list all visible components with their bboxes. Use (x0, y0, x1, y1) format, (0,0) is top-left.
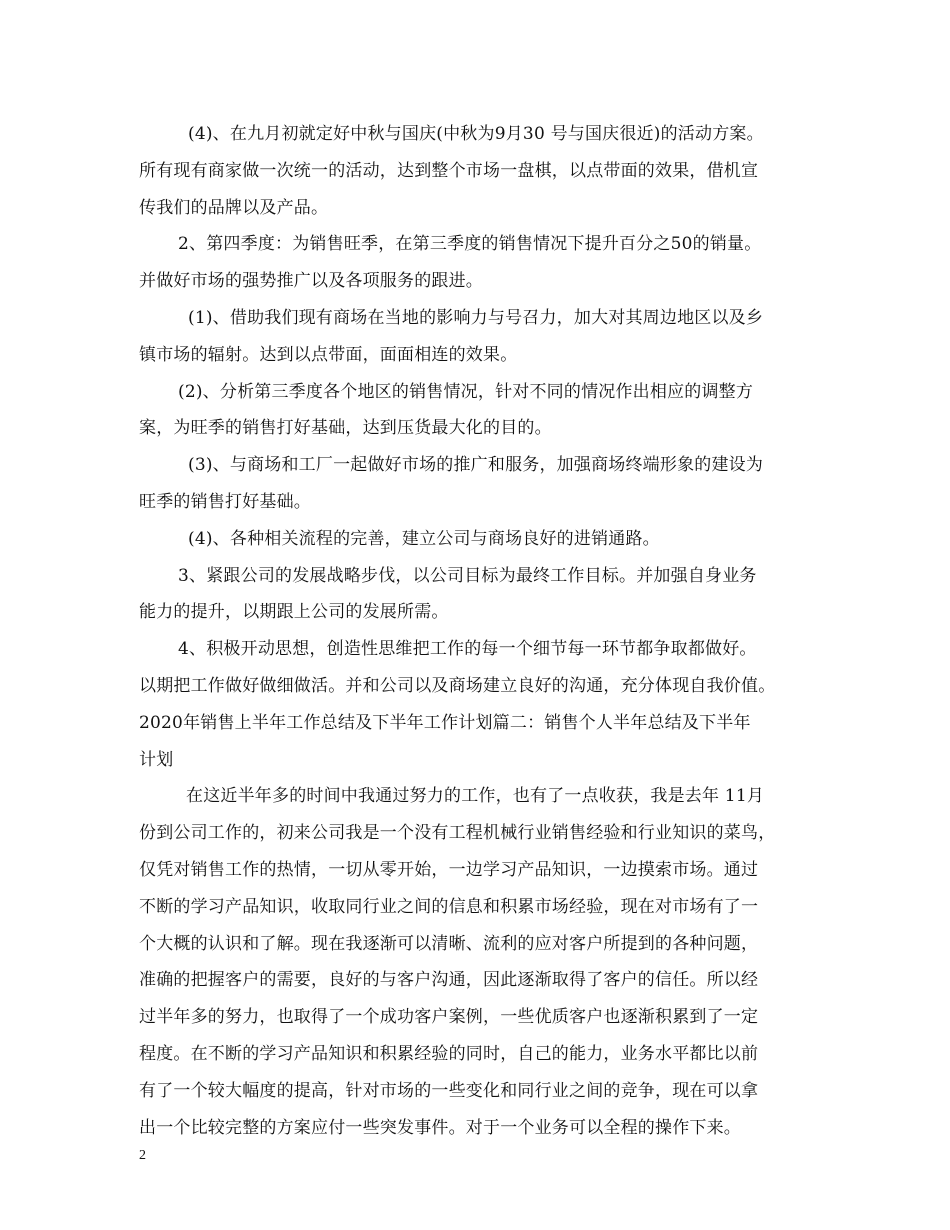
text-line: 案，为旺季的销售打好基础，达到压货最大化的目的。 (139, 418, 552, 439)
text-line: 2、第四季度：为销售旺季，在第三季度的销售情况下提升百分之50的销量。 (178, 234, 762, 255)
text-line: 出一个比较完整的方案应付一些突发事件。对于一个业务可以全程的操作下来。 (139, 1117, 741, 1138)
text-line: 过半年多的努力，也取得了一个成功客户案例，一些优质客户也逐渐积累到了一定 (139, 1007, 759, 1028)
text-line: (1)、借助我们现有商场在当地的影响力与号召力，加大对其周边地区以及乡 (188, 307, 764, 328)
text-line: 不断的学习产品知识，收取同行业之间的信息和积累市场经验，现在对市场有了一 (139, 896, 759, 917)
text-line: 仅凭对销售工作的热情，一切从零开始，一边学习产品知识，一边摸索市场。通过 (139, 859, 759, 880)
text-line: 所有现有商家做一次统一的活动，达到整个市场一盘棋，以点带面的效果，借机宣 (139, 160, 759, 181)
text-line: 准确的把握客户的需要，良好的与客户沟通，因此逐渐取得了客户的信任。所以经 (139, 970, 759, 991)
text-line: (3)、与商场和工厂一起做好市场的推广和服务，加强商场终端形象的建设为 (188, 455, 764, 476)
text-line: 个大概的认识和了解。现在我逐渐可以清晰、流利的应对客户所提到的各种问题， (139, 933, 759, 954)
body-text (139, 116, 819, 1146)
text-line: 并做好市场的强势推广以及各项服务的跟进。 (139, 271, 483, 292)
text-line: 4、积极开动思想，创造性思维把工作的每一个细节每一环节都争取都做好。 (178, 639, 757, 660)
text-line: (4)、各种相关流程的完善，建立公司与商场良好的进销通路。 (188, 528, 660, 549)
text-line: (4)、在九月初就定好中秋与国庆(中秋为9月30 号与国庆很近)的活动方案。 (188, 124, 764, 144)
text-line: 在这近半年多的时间中我通过努力的工作，也有了一点收获，我是去年 11月 (186, 786, 765, 807)
page-number: 2 (139, 1148, 146, 1163)
text-line: 能力的提升，以期跟上公司的发展所需。 (139, 602, 449, 623)
text-line: 旺季的销售打好基础。 (139, 491, 311, 512)
text-line: 有了一个较大幅度的提高，针对市场的一些变化和同行业之间的竞争，现在可以拿 (139, 1080, 759, 1101)
section-heading: 2020年销售上半年工作总结及下半年工作计划篇二：销售个人半年总结及下半年 (139, 712, 751, 733)
text-line: (2)、分析第三季度各个地区的销售情况，针对不同的情况作出相应的调整方 (178, 381, 754, 402)
section-heading: 计划 (139, 749, 174, 770)
text-line: 程度。在不断的学习产品知识和积累经验的同时，自己的能力，业务水平都比以前 (139, 1043, 759, 1064)
text-line: 份到公司工作的，初来公司我是一个没有工程机械行业销售经验和行业知识的菜鸟， (139, 823, 776, 844)
text-line: 镇市场的辐射。达到以点带面，面面相连的效果。 (139, 344, 518, 365)
text-line: 3、紧跟公司的发展战略步伐，以公司目标为最终工作目标。并加强自身业务 (178, 565, 757, 586)
text-line: 传我们的品牌以及产品。 (139, 197, 329, 218)
text-line: 以期把工作做好做细做活。并和公司以及商场建立良好的沟通，充分体现自我价值。 (139, 675, 776, 696)
